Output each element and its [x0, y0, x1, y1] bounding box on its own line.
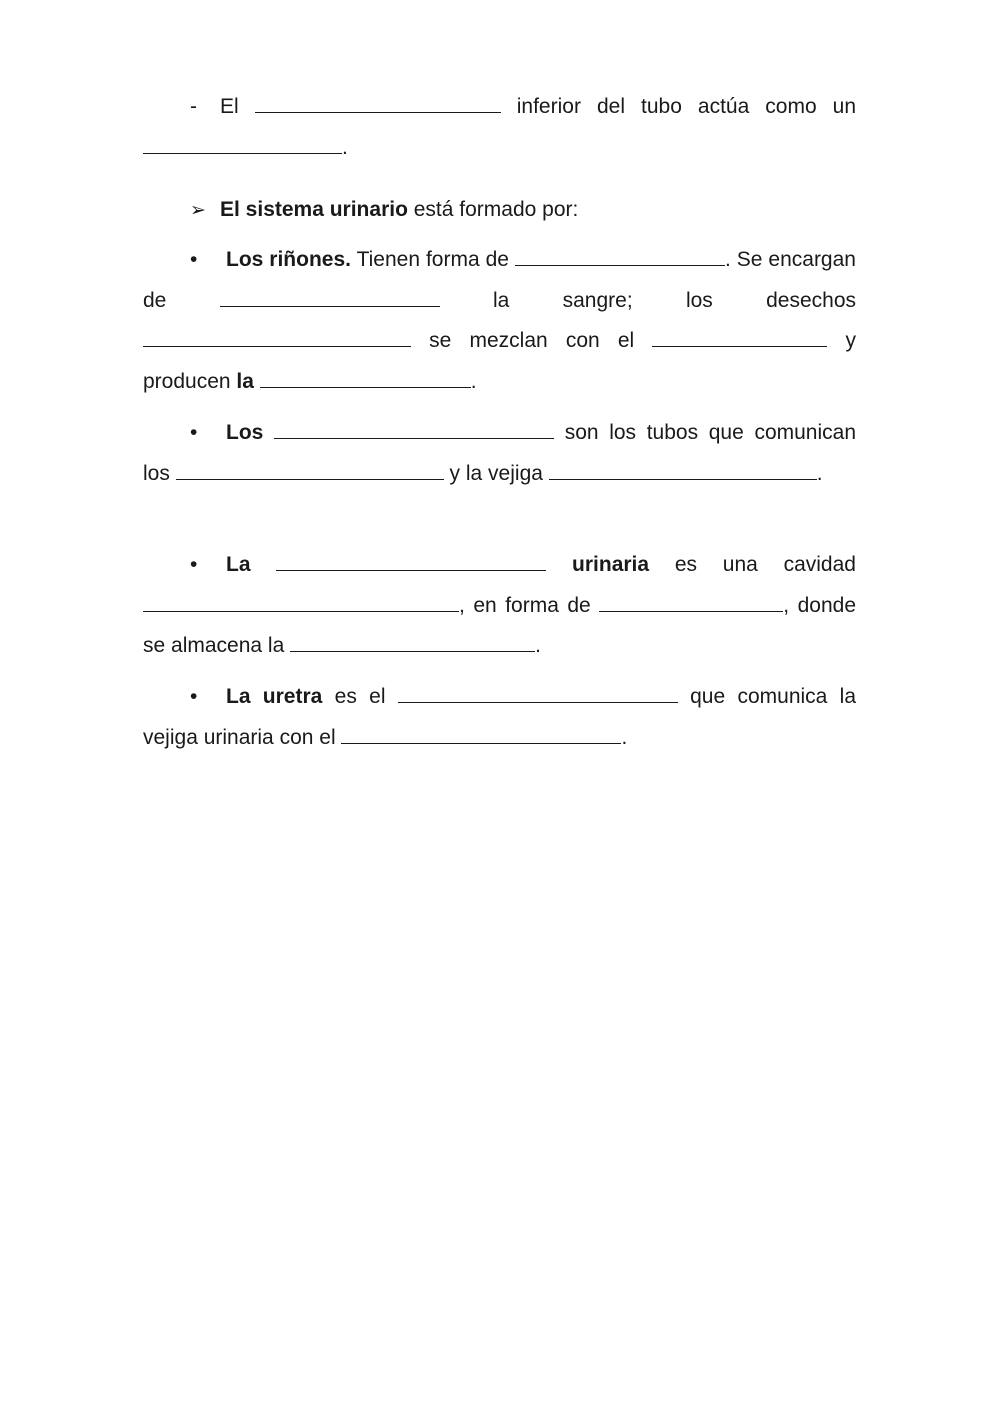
blank-field[interactable]	[255, 90, 501, 113]
period: .	[816, 461, 823, 485]
heading-bold: El sistema urinario	[220, 198, 408, 221]
text-inferior: inferior del tubo actúa como un	[516, 95, 857, 118]
text: y la vejiga	[449, 461, 543, 485]
term-urinaria: urinaria	[572, 553, 650, 576]
list-item-rinones	[143, 240, 856, 402]
period: .	[342, 135, 348, 159]
text: y producen	[143, 329, 856, 393]
period: .	[621, 725, 628, 749]
term-rinones: Los riñones.	[226, 248, 351, 271]
text-el: El	[220, 95, 239, 118]
term-los: Los	[226, 421, 264, 444]
text: Tienen forma de	[356, 248, 509, 271]
blank-field[interactable]	[341, 721, 621, 744]
paragraph-tubo	[143, 87, 856, 168]
blank-field[interactable]	[143, 324, 411, 347]
blank-field[interactable]	[398, 680, 678, 703]
text: es el	[334, 685, 386, 708]
heading-sistema-urinario	[143, 190, 856, 232]
dash-marker: -	[190, 95, 197, 118]
heading-rest: está formado por:	[413, 198, 579, 221]
text: , en forma de	[459, 593, 591, 617]
text: que comunica la vejiga urinaria con el	[143, 685, 856, 749]
blank-field[interactable]	[549, 457, 817, 480]
period: .	[535, 634, 541, 657]
list-item-ureteres	[143, 413, 856, 494]
blank-field[interactable]	[276, 548, 546, 571]
text: la sangre; los desechos	[492, 288, 857, 312]
blank-field[interactable]	[274, 416, 554, 439]
term-uretra: La uretra	[226, 685, 323, 708]
blank-field[interactable]	[515, 243, 725, 266]
text: es una cavidad	[674, 553, 856, 576]
blank-field[interactable]	[260, 365, 471, 388]
blank-field[interactable]	[220, 284, 440, 307]
bullet-icon: •	[190, 553, 198, 576]
term-la: La	[226, 553, 251, 576]
blank-field[interactable]	[143, 131, 342, 154]
blank-field[interactable]	[290, 629, 535, 652]
period: .	[470, 369, 477, 393]
blank-field[interactable]	[599, 589, 783, 612]
blank-field[interactable]	[652, 324, 827, 347]
text: se mezclan con el	[429, 329, 635, 352]
bullet-icon: •	[190, 685, 198, 708]
blank-field[interactable]	[176, 457, 444, 480]
text: son los tubos que comunican los	[143, 421, 856, 485]
list-item-vejiga	[143, 545, 856, 667]
bullet-icon: •	[190, 421, 198, 444]
list-item-uretra	[143, 677, 856, 758]
term-la: la	[236, 369, 254, 393]
arrow-bullet-icon: ➢	[190, 200, 206, 221]
text: . Se encargan de	[143, 248, 856, 312]
text: , donde se almacena la	[143, 593, 856, 657]
bullet-icon: •	[190, 248, 198, 271]
blank-field[interactable]	[143, 589, 459, 612]
